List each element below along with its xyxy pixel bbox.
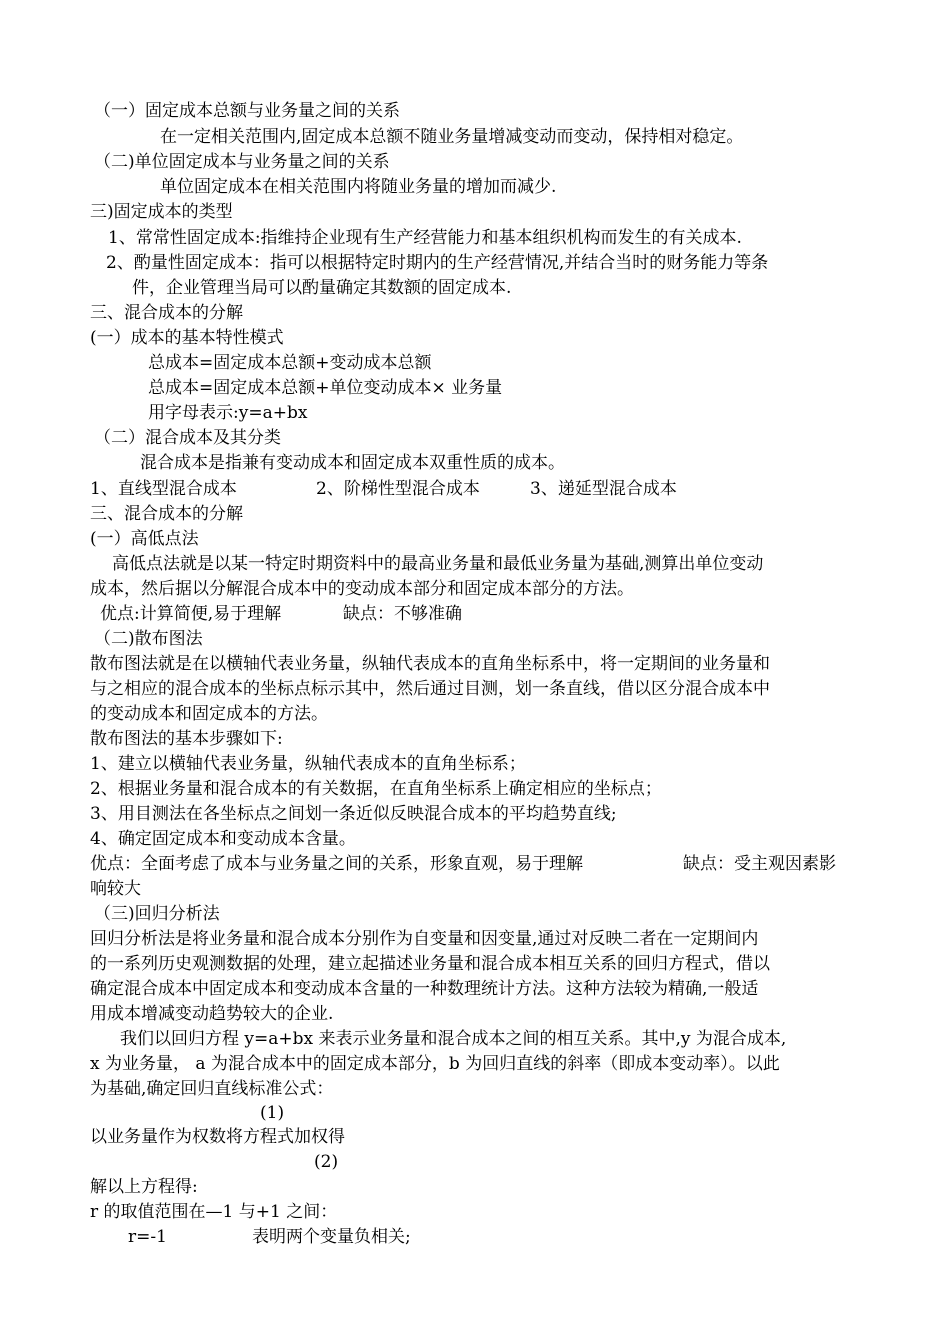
paragraph-line: 散布图法就是在以横轴代表业务量，纵轴代表成本的直角坐标系中，将一定期间的业务量和 — [90, 654, 770, 674]
formula-line: 总成本=固定成本总额+变动成本总额 — [148, 353, 432, 373]
list-item: 2、根据业务量和混合成本的有关数据，在直角坐标系上确定相应的坐标点； — [90, 779, 662, 799]
disadvantages-text: 缺点：不够准确 — [343, 604, 462, 624]
list-item: 1、常常性固定成本:指维持企业现有生产经营能力和基本组织机构而发生的有关成本. — [108, 228, 742, 248]
formula-line: 用字母表示:y=a+bx — [148, 403, 308, 423]
subsection-heading: （二)散布图法 — [94, 629, 203, 649]
list-item: 2、阶梯性型混合成本 — [316, 479, 480, 499]
paragraph-line: 我们以回归方程 y=a+bx 来表示业务量和混合成本之间的相互关系。其中,y 为混合成本, — [120, 1029, 787, 1049]
correlation-value: r=-1 — [128, 1227, 167, 1247]
list-item: 1、直线型混合成本 — [90, 479, 237, 499]
advantages-text: 优点:计算简便,易于理解 — [100, 604, 282, 624]
list-item: 1、建立以横轴代表业务量，纵轴代表成本的直角坐标系； — [90, 754, 526, 774]
paragraph-line: 高低点法就是以某一特定时期资料中的最高业务量和最低业务量为基础,测算出单位变动 — [112, 554, 764, 574]
subsection-heading: (一）高低点法 — [90, 529, 199, 549]
paragraph-line: 响较大 — [90, 879, 141, 899]
correlation-description: 表明两个变量负相关; — [252, 1227, 411, 1247]
advantages-text: 优点：全面考虑了成本与业务量之间的关系，形象直观，易于理解 — [90, 854, 583, 874]
paragraph-line: 在一定相关范围内,固定成本总额不随业务量增减变动而变动，保持相对稳定。 — [160, 127, 744, 147]
heading-fixed-cost-total: （一）固定成本总额与业务量之间的关系 — [94, 101, 400, 121]
paragraph-line: x 为业务量， a 为混合成本中的固定成本部分，b 为回归直线的斜率（即成本变动率）。以此 — [90, 1054, 780, 1074]
heading-fixed-cost-types: 三)固定成本的类型 — [90, 202, 233, 222]
paragraph-line: 用成本增减变动趋势较大的企业. — [90, 1004, 334, 1024]
list-item: 4、确定固定成本和变动成本含量。 — [90, 829, 356, 849]
heading-unit-fixed-cost: （二)单位固定成本与业务量之间的关系 — [94, 152, 390, 172]
subsection-heading: (一）成本的基本特性模式 — [90, 328, 284, 348]
paragraph-line: 以业务量作为权数将方程式加权得 — [90, 1127, 345, 1147]
paragraph-line: 混合成本是指兼有变动成本和固定成本双重性质的成本。 — [140, 453, 565, 473]
disadvantages-text: 缺点：受主观因素影 — [683, 854, 836, 874]
subsection-heading: （三)回归分析法 — [94, 904, 220, 924]
paragraph-line: 件，企业管理当局可以酌量确定其数额的固定成本. — [132, 278, 512, 298]
formula-line: 总成本=固定成本总额+单位变动成本× 业务量 — [148, 378, 503, 398]
section-heading: 三、混合成本的分解 — [90, 303, 243, 323]
paragraph-line: 与之相应的混合成本的坐标点标示其中，然后通过目测，划一条直线，借以区分混合成本中 — [90, 679, 770, 699]
list-item: 3、递延型混合成本 — [530, 479, 677, 499]
section-heading: 三、混合成本的分解 — [90, 504, 243, 524]
subsection-heading: （二）混合成本及其分类 — [94, 428, 281, 448]
equation-number: (2) — [314, 1152, 339, 1172]
paragraph-line: 回归分析法是将业务量和混合成本分别作为自变量和因变量,通过对反映二者在一定期间内 — [90, 929, 759, 949]
list-item: 2、酌量性固定成本：指可以根据特定时期内的生产经营情况,并结合当时的财务能力等条 — [106, 253, 769, 273]
paragraph-line: 散布图法的基本步骤如下: — [90, 729, 283, 749]
equation-number: (1) — [260, 1103, 285, 1123]
paragraph-line: r 的取值范围在—1 与+1 之间： — [90, 1202, 338, 1222]
paragraph-line: 的变动成本和固定成本的方法。 — [90, 704, 328, 724]
paragraph-line: 为基础,确定回归直线标准公式： — [90, 1079, 334, 1099]
paragraph-line: 确定混合成本中固定成本和变动成本含量的一种数理统计方法。这种方法较为精确,一般适 — [90, 979, 759, 999]
list-item: 3、用目测法在各坐标点之间划一条近似反映混合成本的平均趋势直线; — [90, 804, 617, 824]
paragraph-line: 成本，然后据以分解混合成本中的变动成本部分和固定成本部分的方法。 — [90, 579, 634, 599]
paragraph-line: 的一系列历史观测数据的处理，建立起描述业务量和混合成本相互关系的回归方程式，借以 — [90, 954, 770, 974]
paragraph-line: 单位固定成本在相关范围内将随业务量的增加而减少. — [160, 177, 557, 197]
paragraph-line: 解以上方程得: — [90, 1177, 198, 1197]
